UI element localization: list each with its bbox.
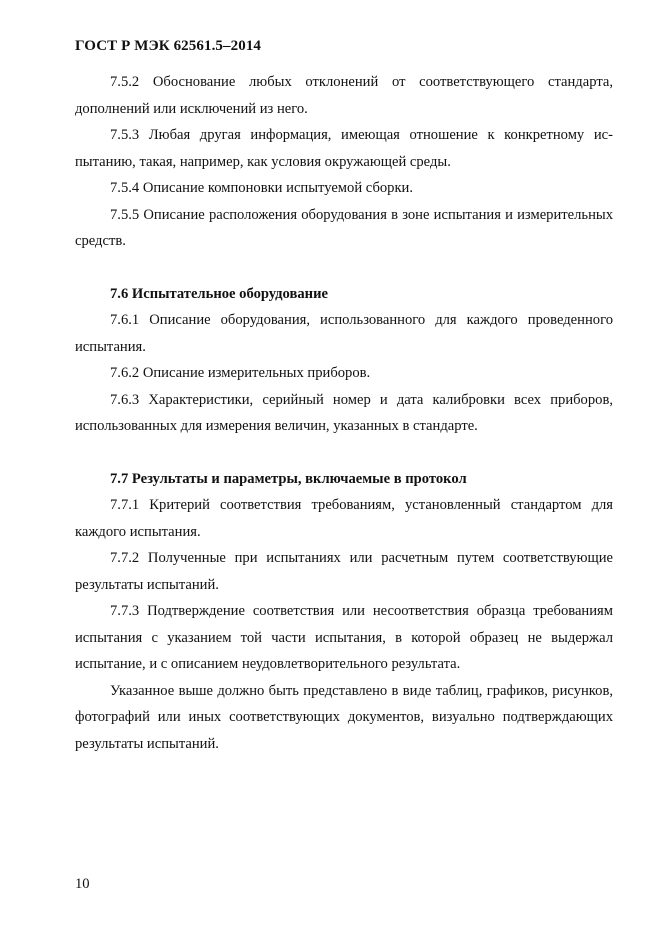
section-heading-7-6: 7.6 Испытательное оборудование: [110, 285, 328, 302]
document-header-title: ГОСТ Р МЭК 62561.5–2014: [75, 38, 262, 54]
page-number: 10: [75, 876, 90, 892]
paragraph-7-5-3: 7.5.3 Любая другая информация, имеющая отношение к конкретному испытанию, такая, например, как условия окружающей среды.: [75, 127, 613, 170]
paragraph-7-6-1: 7.6.1 Описание оборудования, использованного для каждого проведенного испытания.: [75, 312, 613, 355]
paragraph-7-6-3: 7.6.3 Характеристики, серийный номер и дата калибровки всех приборов, использованных для измерения величин, указанных в стандарте.: [75, 391, 613, 434]
paragraph-7-6-2: 7.6.2 Описание измерительных приборов.: [110, 365, 371, 381]
paragraph-summary: Указанное выше должно быть представлено в виде таблиц, графиков, рисунков, фотографий или иных соответствующих документов, визуально подтверждающих результаты испытаний.: [75, 682, 613, 752]
paragraph-7-7-1: 7.7.1 Критерий соответствия требованиям, установленный стандартом для каждого испытания.: [75, 497, 613, 540]
paragraph-7-5-4: 7.5.4 Описание компоновки испытуемой сборки.: [110, 180, 414, 196]
section-heading-7-7: 7.7 Результаты и параметры, включаемые в протокол: [110, 470, 467, 487]
paragraph-7-7-2: 7.7.2 Полученные при испытаниях или расчетным путем соответствующие результаты испытаний.: [75, 550, 613, 593]
paragraph-7-7-3: 7.7.3 Подтверждение соответствия или несоответствия образца требованиям испытания с указанием той части испытания, в которой образец не выдержал испытание, и с описанием неудовлетворительного результата.: [75, 603, 613, 672]
paragraph-7-5-5: 7.5.5 Описание расположения оборудования в зоне испытания и измерительных средств.: [75, 206, 613, 249]
paragraph-7-5-2: 7.5.2 Обоснование любых отклонений от соответствующего стандарта, дополнений или исключений из него.: [75, 74, 613, 117]
document-body: [75, 69, 613, 757]
